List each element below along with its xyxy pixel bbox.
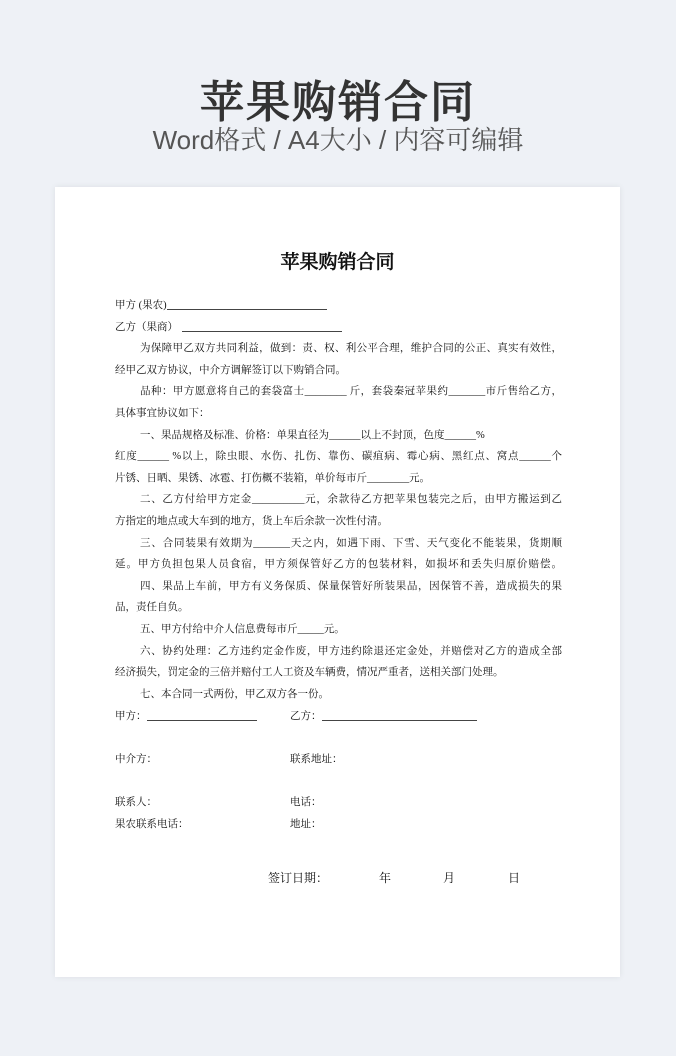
party-a-label: 甲方 (果农) [115,300,167,311]
paragraph-line: 二、乙方付给甲方定金__________元，余款待乙方把苹果包装完之后，由甲方搬运到乙 [140,494,562,506]
paragraph-line: 片锈、日晒、果锈、冰雹、打伤概不装箱，单价每市斤________元。 [115,472,430,484]
sign-b-blank [322,708,477,721]
address-label: 地址： [290,819,322,830]
party-b-line [115,317,562,339]
paragraph-line: 红度______ %以上，除虫眼、水伤、扎伤、靠伤、碳疽病、霉心病、黑红点、窝点______个 [115,451,562,463]
paragraph-line: 为保障甲乙双方共同利益，做到：责、权、利公平合理，维护合同的公正、真实有效性， [140,343,562,355]
month-label: 月 [443,871,456,885]
banner-subtitle: Word格式 / A4大小 / 内容可编辑 [152,125,524,155]
paragraph-line: 延。甲方负担包果人员食宿，甲方须保管好乙方的包装材料，如损坏和丢失归原价赔偿。 [115,559,562,571]
contact-address-label: 联系地址： [290,754,343,765]
intermediary-label: 中介方： [115,754,157,765]
paragraph-line: 经济损失，罚定金的三倍并赔付工人工资及车辆费，情况严重者，送相关部门处理。 [115,667,504,679]
sign-a-label: 甲方： [115,711,147,722]
contact-person-label: 联系人： [115,797,157,808]
paragraph-line: 三、合同装果有效期为_______天之内，如遇下雨、下雪、天气变化不能装果，货期顺 [140,537,562,549]
paragraph-line: 品，责任自负。 [115,602,189,614]
party-a-line [115,295,562,317]
party-a-blank [167,297,327,310]
document-title: 苹果购销合同 [280,252,395,273]
paragraph-line: 方指定的地点或大车到的地方，货上车后余款一次性付清。 [115,515,388,527]
phone-label: 电话： [290,797,322,808]
banner-title: 苹果购销合同 [200,78,476,127]
paragraph-line: 具体事宜协议如下： [115,407,210,419]
paragraph-line: 一、果品规格及标准、价格：单果直径为______以上不封顶，色度______% [140,429,485,441]
party-b-blank [182,319,342,332]
sign-a-blank [147,708,257,721]
paragraph-line: 七、本合同一式两份，甲乙双方各一份。 [140,688,329,700]
paragraph-line: 五、甲方付给中介人信息费每市斤_____元。 [140,623,345,635]
sign-b [290,708,477,723]
sign-date-label: 签订日期： [268,871,329,885]
day-label: 日 [508,871,521,885]
document-body [115,295,562,705]
year-label: 年 [379,871,392,885]
paragraph-line: 经甲乙双方协议，中介方调解签订以下购销合同。 [115,364,346,376]
paragraph-line: 六、协约处理：乙方违约定金作废，甲方违约除退还定金处，并赔偿对乙方的造成全部 [140,645,562,657]
sign-a [115,708,257,723]
party-b-label: 乙方（果商） [115,321,178,333]
paragraph-line: 品种：甲方愿意将自己的套袋富士________ 斤，套袋秦冠苹果约_______市斤售给乙方， [140,386,562,398]
sign-b-label: 乙方： [290,711,322,722]
document-page [55,187,620,977]
paragraph-line: 四、果品上车前，甲方有义务保质、保量保管好所装果品，因保管不善，造成损失的果 [140,580,562,592]
farmer-phone-label: 果农联系电话： [115,819,189,830]
